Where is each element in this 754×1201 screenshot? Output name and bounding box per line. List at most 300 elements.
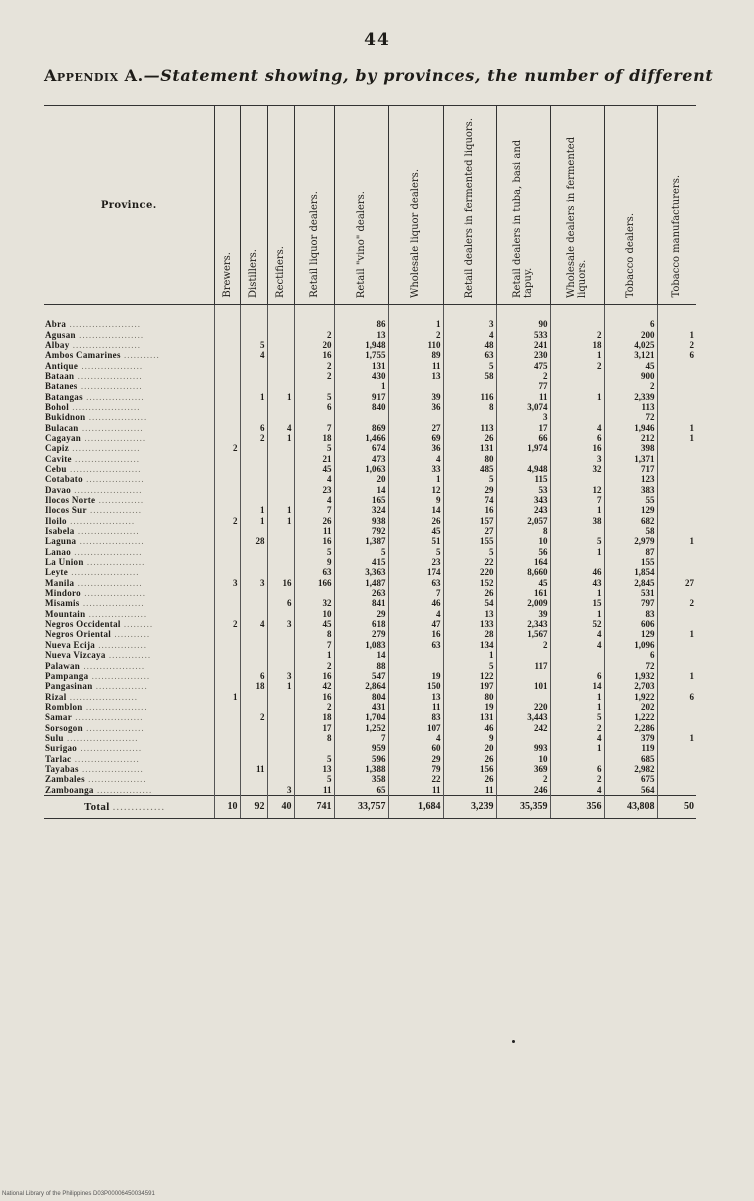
table-row [44,743,696,753]
value-cell: 32 [294,598,334,608]
value-cell: 3,443 [496,712,550,722]
value-cell: 430 [334,371,388,381]
value-cell: 1 [294,650,334,660]
value-cell: 19 [388,671,443,681]
value-cell: 4 [388,733,443,743]
total-cell: 1,684 [388,795,443,818]
value-cell: 2 [604,381,657,391]
value-cell: 564 [604,784,657,795]
value-cell [267,722,294,732]
value-cell [240,743,267,753]
column-header [214,106,240,305]
value-cell: 5 [294,753,334,763]
value-cell [657,485,696,495]
value-cell: 89 [388,350,443,360]
table-row [44,619,696,629]
value-cell: 230 [496,350,550,360]
table-row [44,691,696,701]
table-row [44,505,696,515]
leader-dots: ..................... [68,567,140,578]
column-header-label: Wholesale dealers in fermented liquors. [566,136,588,298]
value-cell: 5 [334,547,388,557]
value-cell: 917 [334,391,388,401]
value-cell: 246 [496,784,550,795]
column-header-label: Retail liquor dealers. [308,191,320,298]
value-cell: 9 [388,495,443,505]
leader-dots: .................. [82,722,145,733]
column-header-label: Tobacco dealers. [625,212,636,298]
value-cell: 28 [240,536,267,546]
value-cell: 165 [334,495,388,505]
value-cell: 45 [294,619,334,629]
value-cell: 19 [443,702,496,712]
value-cell [496,671,550,681]
province-cell [44,733,214,743]
value-cell: 11 [443,784,496,795]
value-cell: 6 [657,350,696,360]
value-cell: 122 [443,671,496,681]
column-header [657,106,696,305]
province-cell [44,422,214,432]
column-header [267,106,294,305]
value-cell: 212 [604,433,657,443]
value-cell: 1 [657,671,696,681]
leader-dots: ................... [80,588,146,599]
value-cell [240,329,267,339]
value-cell: 11 [294,526,334,536]
value-cell [240,485,267,495]
value-cell: 533 [496,329,550,339]
value-cell [240,733,267,743]
value-cell: 6 [240,422,267,432]
value-cell [294,743,334,753]
leader-dots: ...................... [66,463,142,474]
value-cell [267,567,294,577]
value-cell: 26 [443,588,496,598]
province-name: Zambales [45,774,85,785]
value-cell [550,557,604,567]
value-cell [496,650,550,660]
value-cell [267,526,294,536]
value-cell: 682 [604,516,657,526]
value-cell: 8 [443,402,496,412]
value-cell: 4 [443,329,496,339]
leader-dots: ............... [95,639,148,650]
value-cell [657,567,696,577]
value-cell: 3 [550,453,604,463]
province-name: Davao [45,484,71,495]
province-cell [44,702,214,712]
value-cell: 2 [214,516,240,526]
value-cell: 58 [443,371,496,381]
value-cell [214,495,240,505]
value-cell: 1,083 [334,640,388,650]
province-cell [44,753,214,763]
value-cell: 72 [604,412,657,422]
value-cell: 5 [443,360,496,370]
value-cell: 83 [604,609,657,619]
province-name: Cavite [45,453,72,464]
value-cell [214,340,240,350]
value-cell: 8,660 [496,567,550,577]
province-name: Pangasinan [45,681,93,692]
value-cell [240,640,267,650]
value-cell [214,402,240,412]
value-cell [214,381,240,391]
value-cell: 4,948 [496,464,550,474]
value-cell: 134 [443,640,496,650]
value-cell [214,536,240,546]
value-cell [657,712,696,722]
province-cell [44,640,214,650]
value-cell: 14 [550,681,604,691]
province-cell [44,305,214,330]
value-cell: 2 [496,774,550,784]
province-name: Surigao [45,743,78,754]
province-name: Mountain [45,608,86,619]
statistics-table [44,105,696,819]
province-cell [44,609,214,619]
value-cell [214,474,240,484]
column-header [334,106,388,305]
value-cell: 1,755 [334,350,388,360]
province-cell [44,650,214,660]
value-cell: 48 [443,340,496,350]
value-cell: 3 [214,578,240,588]
leader-dots: ................... [78,360,144,371]
value-cell: 4 [294,495,334,505]
value-cell: 117 [496,660,550,670]
value-cell: 1 [388,305,443,330]
value-cell: 369 [496,764,550,774]
value-cell: 2,057 [496,516,550,526]
value-cell [657,412,696,422]
value-cell [657,474,696,484]
value-cell: 1,922 [604,691,657,701]
table-row [44,340,696,350]
value-cell: 1,487 [334,578,388,588]
value-cell: 4 [240,350,267,360]
value-cell: 804 [334,691,388,701]
leader-dots: ..................... [71,546,143,557]
value-cell [267,305,294,330]
province-name: Antique [45,360,79,371]
province-cell [44,505,214,515]
value-cell: 42 [294,681,334,691]
province-name: Iloilo [45,515,67,526]
value-cell [267,753,294,763]
table-row [44,784,696,795]
value-cell [214,305,240,330]
value-cell: 358 [334,774,388,784]
column-header [388,106,443,305]
value-cell [214,464,240,474]
value-cell: 26 [443,433,496,443]
leader-dots: .................. [84,774,147,785]
table-row [44,371,696,381]
value-cell [214,391,240,401]
value-cell: 2 [294,702,334,712]
table-row [44,733,696,743]
value-cell [214,412,240,422]
value-cell: 5 [240,340,267,350]
column-header-label: Retail "vino" dealers. [355,190,367,298]
total-row [44,795,696,818]
province-cell [44,443,214,453]
value-cell: 45 [496,578,550,588]
table-body [44,305,696,796]
value-cell [657,371,696,381]
value-cell: 2,343 [496,619,550,629]
value-cell: 3 [496,412,550,422]
value-cell: 1,388 [334,764,388,774]
value-cell [294,588,334,598]
value-cell: 45 [604,360,657,370]
value-cell: 6 [267,598,294,608]
province-cell [44,671,214,681]
table-row [44,640,696,650]
value-cell [267,660,294,670]
value-cell [267,381,294,391]
value-cell: 27 [657,578,696,588]
value-cell: 383 [604,485,657,495]
value-cell: 11 [388,784,443,795]
province-name: Bataan [45,370,75,381]
value-cell: 3 [267,784,294,795]
value-cell: 1 [240,505,267,515]
value-cell: 29 [334,609,388,619]
value-cell: 2 [550,722,604,732]
value-cell: 5 [294,547,334,557]
value-cell [267,402,294,412]
value-cell: 164 [496,557,550,567]
value-cell: 2 [496,640,550,650]
value-cell [388,412,443,422]
province-cell [44,722,214,732]
value-cell [240,753,267,763]
value-cell: 1 [550,743,604,753]
province-name: Romblon [45,701,83,712]
value-cell [240,412,267,422]
value-cell: 1,567 [496,629,550,639]
value-cell: 324 [334,505,388,515]
value-cell: 2,703 [604,681,657,691]
value-cell: 1,371 [604,453,657,463]
appendix-heading [44,66,734,85]
value-cell: 87 [604,547,657,557]
province-name: Sorsogon [45,722,83,733]
value-cell: 15 [550,598,604,608]
value-cell: 841 [334,598,388,608]
column-header-label: Distillers. [248,249,259,298]
value-cell [496,733,550,743]
leader-dots: ...................... [66,319,141,330]
value-cell [267,536,294,546]
leader-dots: ................... [78,763,144,774]
value-cell: 22 [388,774,443,784]
table-row [44,578,696,588]
statistics-table-container [44,105,696,819]
value-cell [214,526,240,536]
value-cell: 80 [443,691,496,701]
value-cell [294,412,334,422]
value-cell: 17 [294,722,334,732]
value-cell [550,381,604,391]
value-cell: 18 [294,712,334,722]
value-cell [214,722,240,732]
value-cell [214,433,240,443]
value-cell [267,371,294,381]
table-row [44,536,696,546]
table-row [44,516,696,526]
province-cell [44,660,214,670]
province-name: Abra [45,319,67,330]
value-cell: 133 [443,619,496,629]
value-cell: 17 [496,422,550,432]
value-cell: 6 [604,305,657,330]
province-name: Palawan [45,660,81,671]
value-cell: 7 [334,733,388,743]
value-cell: 9 [443,733,496,743]
value-cell: 1 [550,588,604,598]
value-cell: 58 [604,526,657,536]
province-name: Manila [45,577,75,588]
value-cell: 1 [214,691,240,701]
value-cell: 8 [294,629,334,639]
value-cell [267,629,294,639]
value-cell: 1 [657,329,696,339]
value-cell: 2 [550,774,604,784]
value-cell [267,340,294,350]
page-number: 44 [364,30,390,50]
value-cell: 1 [443,650,496,660]
value-cell: 202 [604,702,657,712]
province-name: Batanes [45,381,78,392]
table-row [44,547,696,557]
leader-dots: .................... [75,329,145,340]
value-cell [657,495,696,505]
province-cell [44,557,214,567]
value-cell [294,381,334,391]
total-cell: 92 [240,795,267,818]
value-cell: 166 [294,578,334,588]
value-cell [214,505,240,515]
value-cell [240,526,267,536]
value-cell [240,547,267,557]
value-cell [657,609,696,619]
value-cell: 47 [388,619,443,629]
value-cell: 475 [496,360,550,370]
value-cell [240,474,267,484]
value-cell: 18 [294,433,334,443]
province-name: Bukidnon [45,412,86,423]
value-cell: 2,339 [604,391,657,401]
table-row [44,598,696,608]
leader-dots: ................ [86,505,143,516]
value-cell: 16 [550,443,604,453]
value-cell: 2 [294,371,334,381]
value-cell [267,412,294,422]
value-cell [550,305,604,330]
value-cell: 119 [604,743,657,753]
value-cell: 3,074 [496,402,550,412]
value-cell: 13 [388,691,443,701]
province-name: Bohol [45,401,70,412]
value-cell: 14 [334,485,388,495]
column-header [240,106,267,305]
value-cell [214,764,240,774]
total-cell: 35,359 [496,795,550,818]
value-cell: 1,063 [334,464,388,474]
value-cell: 20 [294,340,334,350]
heading-lead: Appendix A. [44,66,144,85]
leader-dots: .................... [74,577,143,588]
table-row [44,443,696,453]
province-name: Agusan [45,329,76,340]
value-cell: 16 [294,691,334,701]
province-cell [44,547,214,557]
value-cell [657,681,696,691]
province-name: Cebu [45,463,67,474]
province-name: Samar [45,712,72,723]
value-cell [267,495,294,505]
leader-dots: .................... [71,753,140,764]
value-cell [267,712,294,722]
value-cell [214,557,240,567]
value-cell: 596 [334,753,388,763]
value-cell: 1,387 [334,536,388,546]
value-cell: 11 [294,784,334,795]
value-cell [657,753,696,763]
value-cell [657,526,696,536]
value-cell [214,371,240,381]
value-cell: 45 [388,526,443,536]
value-cell: 46 [388,598,443,608]
value-cell: 1,222 [604,712,657,722]
province-name: Misamis [45,598,80,609]
value-cell: 7 [550,495,604,505]
value-cell: 379 [604,733,657,743]
value-cell: 5 [443,547,496,557]
value-cell: 1 [550,702,604,712]
value-cell: 197 [443,681,496,691]
province-name: Isabela [45,526,75,537]
value-cell: 8 [294,733,334,743]
value-cell: 3 [267,619,294,629]
value-cell [657,453,696,463]
value-cell [214,350,240,360]
value-cell: 26 [388,516,443,526]
value-cell: 1 [657,422,696,432]
province-cell [44,402,214,412]
province-cell [44,433,214,443]
value-cell: 26 [443,774,496,784]
value-cell: 1,704 [334,712,388,722]
total-cell: 741 [294,795,334,818]
value-cell: 2,864 [334,681,388,691]
value-cell [657,784,696,795]
province-cell [44,774,214,784]
value-cell: 1 [267,505,294,515]
province-cell [44,629,214,639]
table-row [44,660,696,670]
value-cell: 11 [388,360,443,370]
value-cell [388,660,443,670]
province-name: Capiz [45,443,69,454]
value-cell [657,505,696,515]
value-cell: 77 [496,381,550,391]
province-name: Negros Oriental [45,629,112,640]
